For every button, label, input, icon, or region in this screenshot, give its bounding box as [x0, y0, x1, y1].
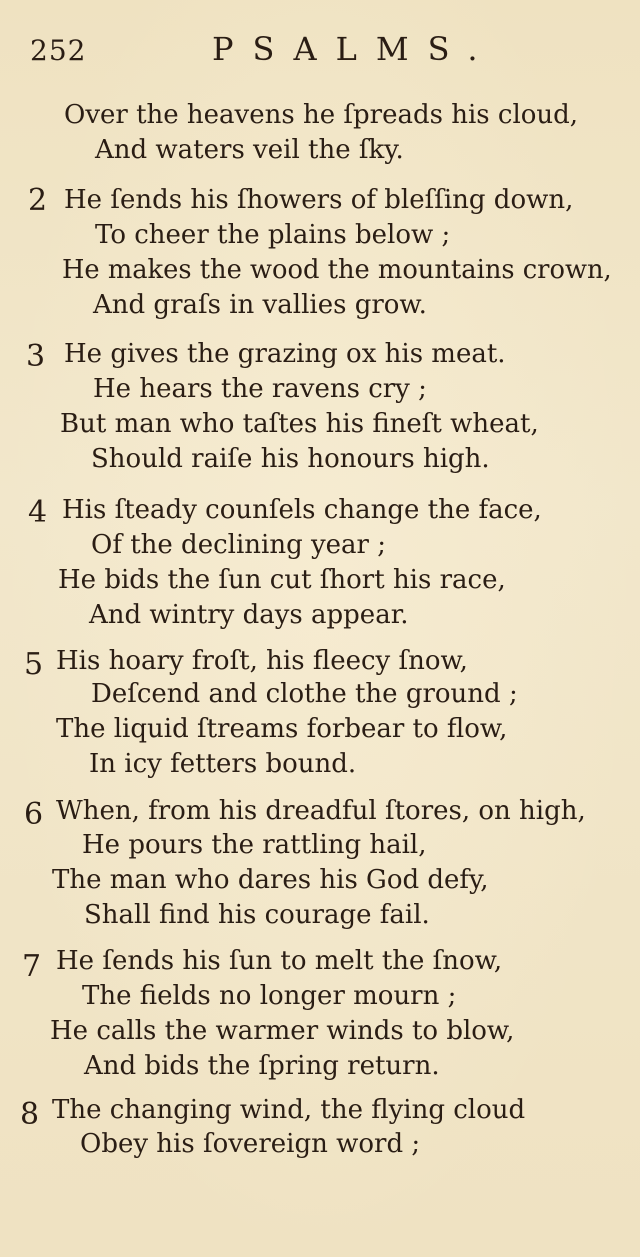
verse-line: His ſteady counſels change the face, — [62, 495, 542, 525]
verse-number: 8 — [20, 1097, 40, 1132]
verse-line: He gives the grazing ox his meat. — [64, 339, 506, 369]
verse-line: He ſends his ſun to melt the ſnow, — [56, 946, 503, 976]
verse-line: Shall find his courage fail. — [84, 900, 430, 930]
verse-line: He pours the rattling hail, — [82, 830, 427, 860]
verse-line: He hears the ravens cry ; — [93, 374, 427, 404]
verse-line: He calls the warmer winds to blow, — [50, 1016, 515, 1046]
verse-line: Deſcend and clothe the ground ; — [91, 679, 518, 709]
verse-number: 3 — [26, 339, 46, 374]
verse-line: His hoary froſt, his fleecy ſnow, — [56, 646, 468, 676]
verse-number: 2 — [28, 183, 48, 218]
running-head: PSALMS. — [212, 30, 497, 68]
verse-line: He ſends his ſhowers of bleſſing down, — [64, 185, 574, 215]
verse-line: Of the declining year ; — [91, 530, 387, 560]
verse-line: He makes the wood the mountains crown, — [62, 255, 612, 285]
verse-line: To cheer the plains below ; — [95, 220, 451, 250]
verse-line: But man who taſtes his fineſt wheat, — [60, 409, 539, 439]
verse-line: He bids the ſun cut ſhort his race, — [58, 565, 506, 595]
verse-line: When, from his dreadful ſtores, on high, — [56, 796, 586, 826]
verse-line: In icy fetters bound. — [89, 749, 357, 779]
verse-number: 4 — [28, 495, 48, 530]
verse-line: The changing wind, the flying cloud — [52, 1095, 526, 1125]
verse-line: Over the heavens he ſpreads his cloud, — [64, 100, 579, 130]
verse-number: 7 — [22, 949, 42, 984]
verse-line: The man who dares his God defy, — [52, 865, 489, 895]
verse-line: And bids the ſpring return. — [84, 1051, 440, 1081]
verse-line: And wintry days appear. — [89, 600, 409, 630]
verse-line: The fields no longer mourn ; — [82, 981, 457, 1011]
verse-line: And graſs in vallies grow. — [93, 290, 427, 320]
verse-line: Should raiſe his honours high. — [91, 444, 490, 474]
verse-line: The liquid ſtreams forbear to flow, — [56, 714, 508, 744]
page-number: 252 — [30, 34, 87, 67]
verse-number: 6 — [24, 797, 44, 832]
verse-line: Obey his ſovereign word ; — [80, 1129, 421, 1159]
verse-line: And waters veil the ſky. — [95, 135, 404, 165]
verse-number: 5 — [24, 647, 44, 682]
